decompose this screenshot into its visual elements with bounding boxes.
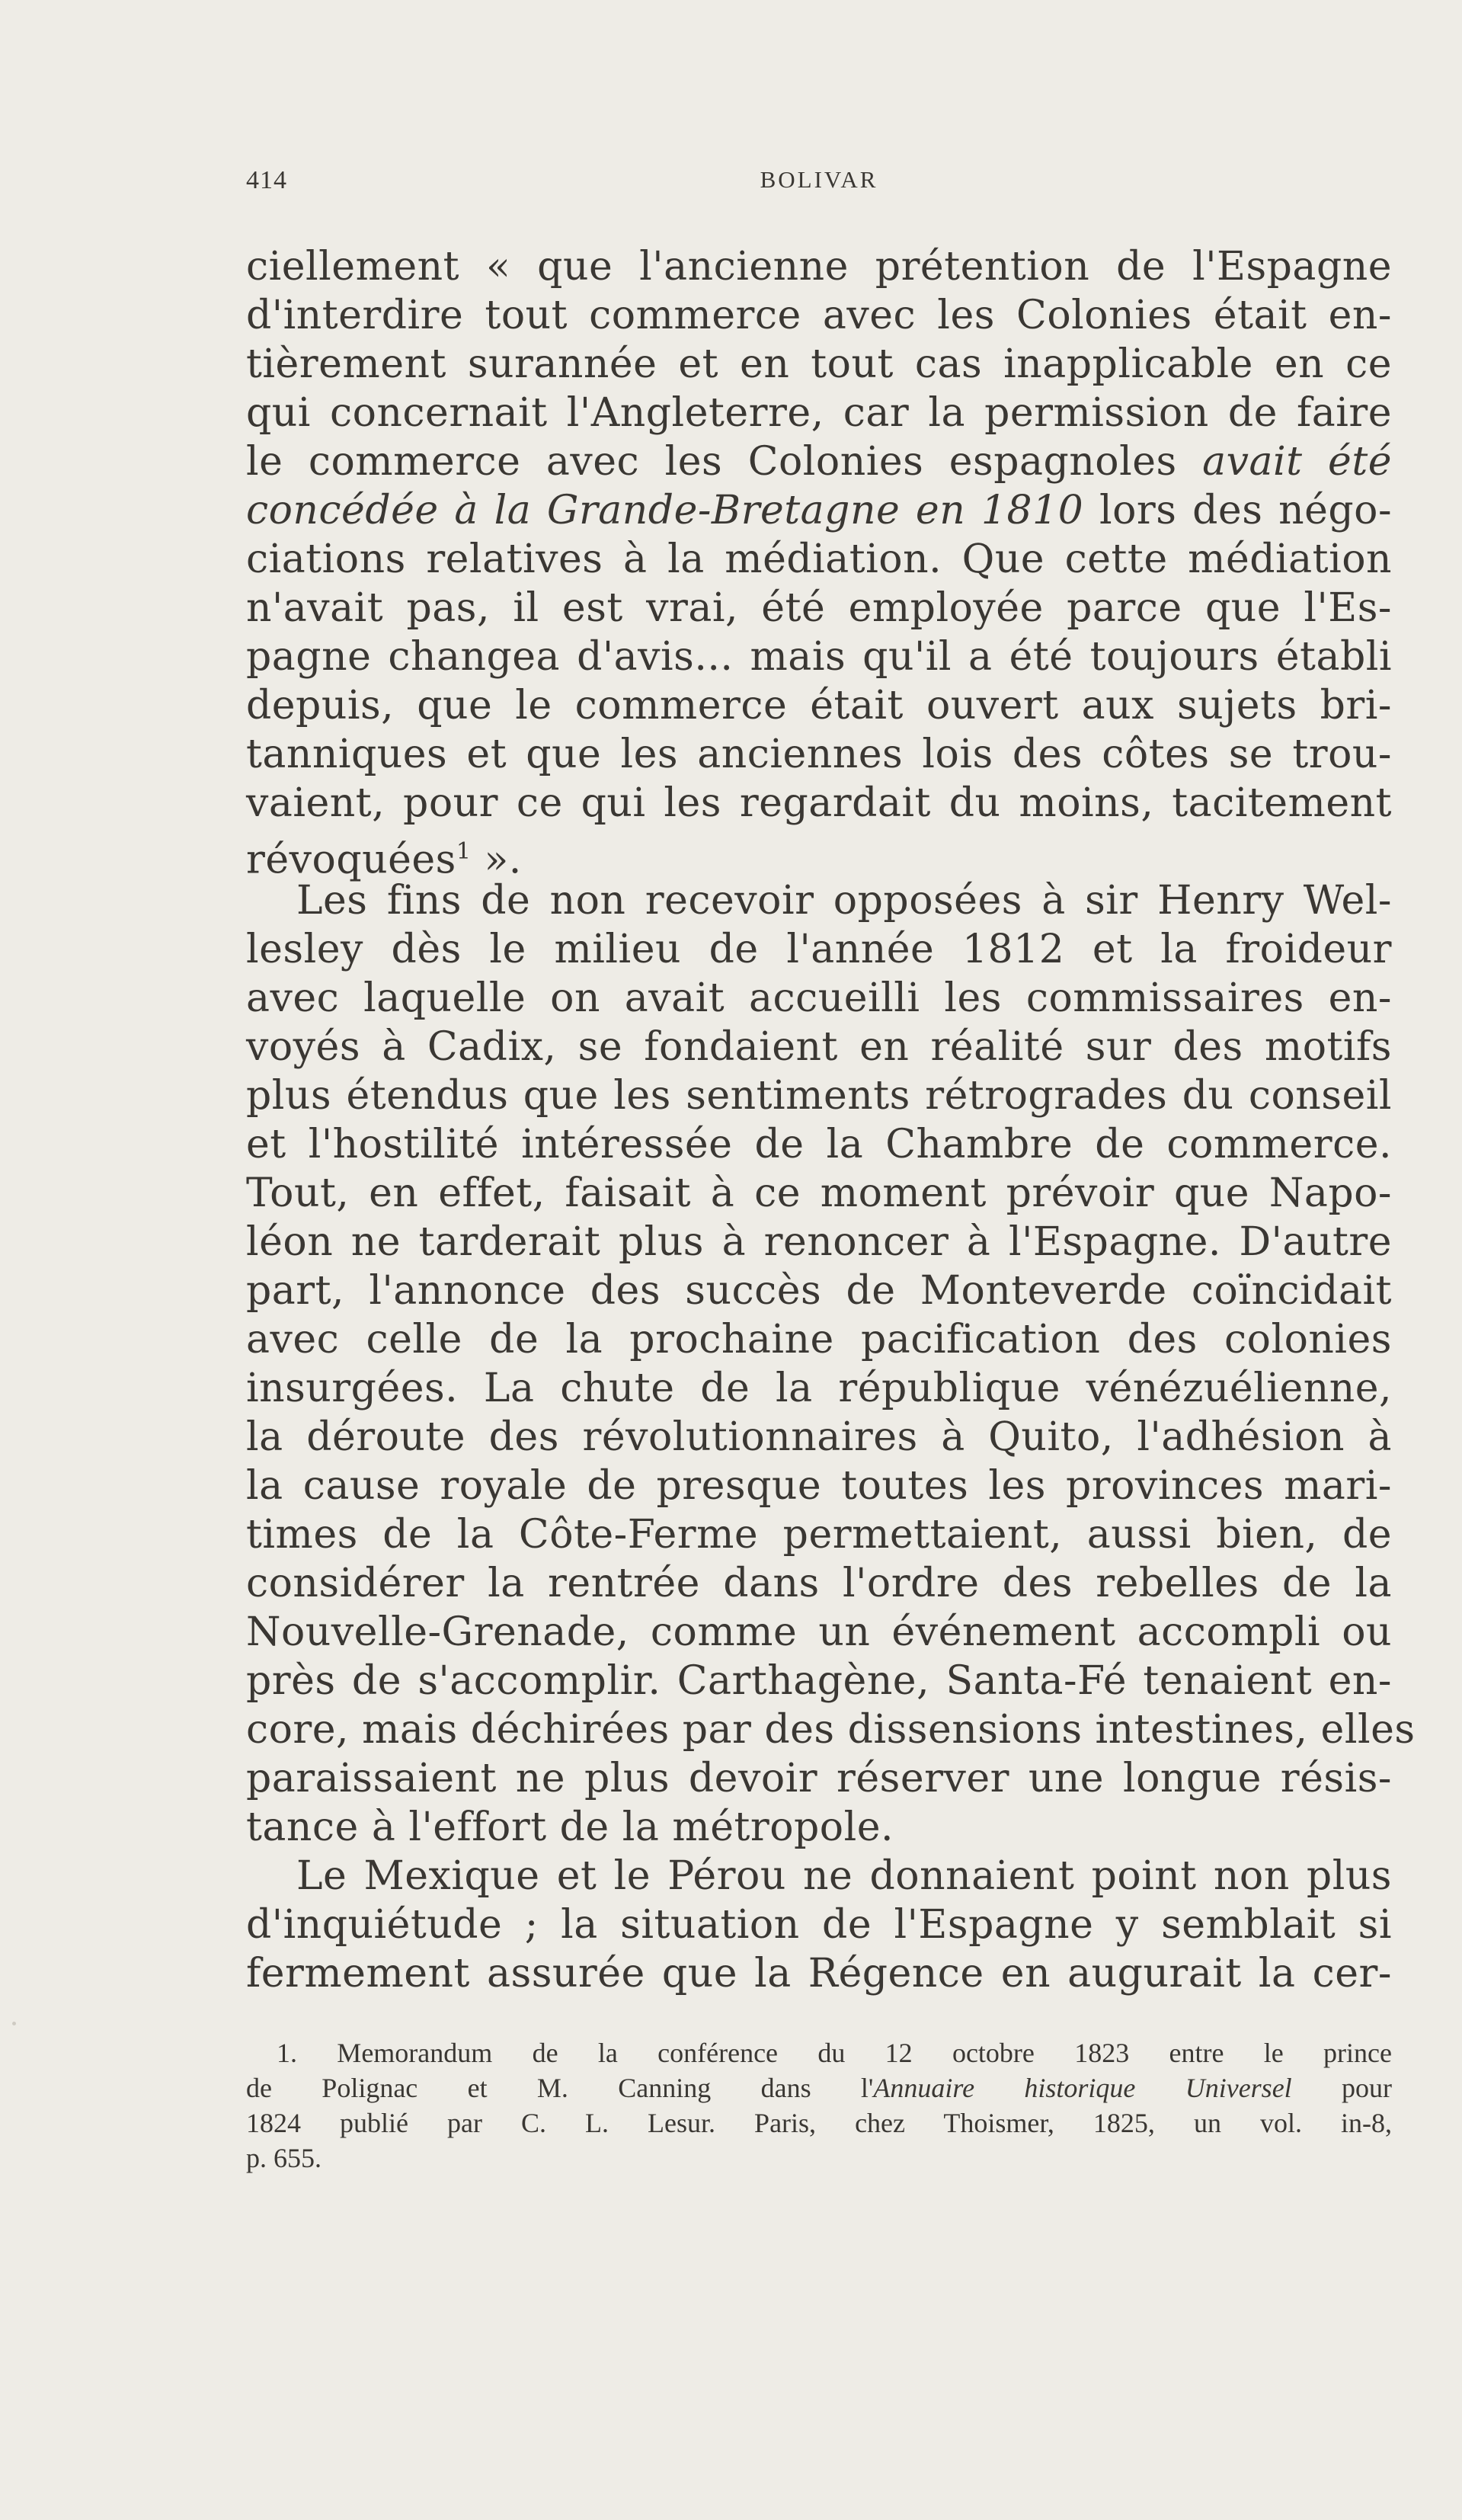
text-line: considérer la rentrée dans l'ordre des rebelles de la [246,1561,1392,1606]
text-line: Nouvelle-Grenade, comme un événement accompli ou [246,1609,1392,1655]
text-fragment: ». [484,837,522,883]
text-line: ciellement « que l'ancienne prétention de l'Espagne [246,244,1392,290]
text-line: tièrement surannée et en tout cas inapplicable en ce [246,341,1392,387]
paper-speck [12,2022,16,2025]
text-line: n'avait pas, il est vrai, été employée parce que l'Es- [246,585,1392,631]
text-fragment: pour [1342,2073,1392,2103]
text-line: plus étendus que les sentiments rétrogrades du conseil [246,1073,1392,1119]
text-line: vaient, pour ce qui les regardait du moins, tacitement [246,780,1392,826]
footnote-marker: 1 [456,838,472,865]
text-line: la cause royale de presque toutes les provinces mari- [246,1463,1392,1509]
running-title: BOLIVAR [760,166,878,193]
text-line: times de la Côte-Ferme permettaient, aussi bien, de [246,1512,1392,1558]
page-number: 414 [246,166,287,194]
italic-title: Annuaire historique Universel [873,2073,1292,2103]
text-line: qui concernait l'Angleterre, car la permission de faire [246,390,1392,436]
page-header [246,166,1392,204]
text-fragment: de Polignac et M. Canning dans [246,2073,811,2103]
text-line [246,437,1392,486]
text-line: tance à l'effort de la métropole. [246,1804,894,1850]
footnotes [246,2035,1392,2176]
text-fragment: lors des négo- [1099,488,1393,533]
text-line: insurgées. La chute de la république vénézuélienne, [246,1366,1392,1411]
text-line: paraissaient ne plus devoir réserver une longue résis- [246,1756,1392,1801]
text-line: avec celle de la prochaine pacification des colonies [246,1317,1392,1362]
footnote-line: p. 655. [246,2143,322,2173]
text-fragment: le commerce avec les Colonies espagnoles [246,439,1177,485]
italic-phrase: avait été [1202,439,1392,485]
footnote-line [246,2070,1392,2105]
text-line: et l'hostilité intéressée de la Chambre de commerce. [246,1122,1392,1167]
text-line: core, mais déchirées par des dissensions intestines, elles [246,1707,1416,1753]
text-line: Le Mexique et le Pérou ne donnaient point non plus [296,1853,1392,1899]
text-line [246,828,1392,883]
text-line: lesley dès le milieu de l'année 1812 et la froideur [246,927,1392,972]
text-line [246,486,1392,535]
text-line: ciations relatives à la médiation. Que cette médiation [246,536,1392,582]
text-line: depuis, que le commerce était ouvert aux sujets bri- [246,683,1392,728]
text-line: pagne changea d'avis... mais qu'il a été toujours établi [246,634,1392,680]
footnote-line: 1824 publié par C. L. Lesur. Paris, chez Thoismer, 1825, un vol. in-8, [246,2108,1392,2138]
italic-phrase: concédée à la Grande-Bretagne en 1810 [246,488,1084,533]
text-fragment: l' [860,2073,874,2103]
text-line: Tout, en effet, faisait à ce moment prévoir que Napo- [246,1170,1392,1216]
footnote-line: 1. Memorandum de la conférence du 12 octobre 1823 entre le prince [277,2038,1392,2068]
text-line: la déroute des révolutionnaires à Quito, l'adhésion à [246,1414,1392,1460]
text-line: voyés à Cadix, se fondaient en réalité sur des motifs [246,1024,1392,1070]
text-line: Les fins de non recevoir opposées à sir Henry Wel- [296,878,1392,924]
text-line: d'interdire tout commerce avec les Colonies était en- [246,293,1392,338]
body-text [246,242,1416,1998]
text-line: léon ne tarderait plus à renoncer à l'Espagne. D'autre [246,1219,1392,1265]
text-line: fermement assurée que la Régence en augurait la cer- [246,1951,1392,1996]
text-line: d'inquiétude ; la situation de l'Espagne y semblait si [246,1902,1392,1948]
text-line: part, l'annonce des succès de Monteverde coïncidait [246,1268,1392,1314]
text-line: avec laquelle on avait accueilli les commissaires en- [246,975,1392,1021]
text-line: près de s'accomplir. Carthagène, Santa-Fé tenaient en- [246,1658,1392,1704]
text-fragment: révoquées [246,837,456,883]
text-line: tanniques et que les anciennes lois des côtes se trou- [246,732,1392,777]
